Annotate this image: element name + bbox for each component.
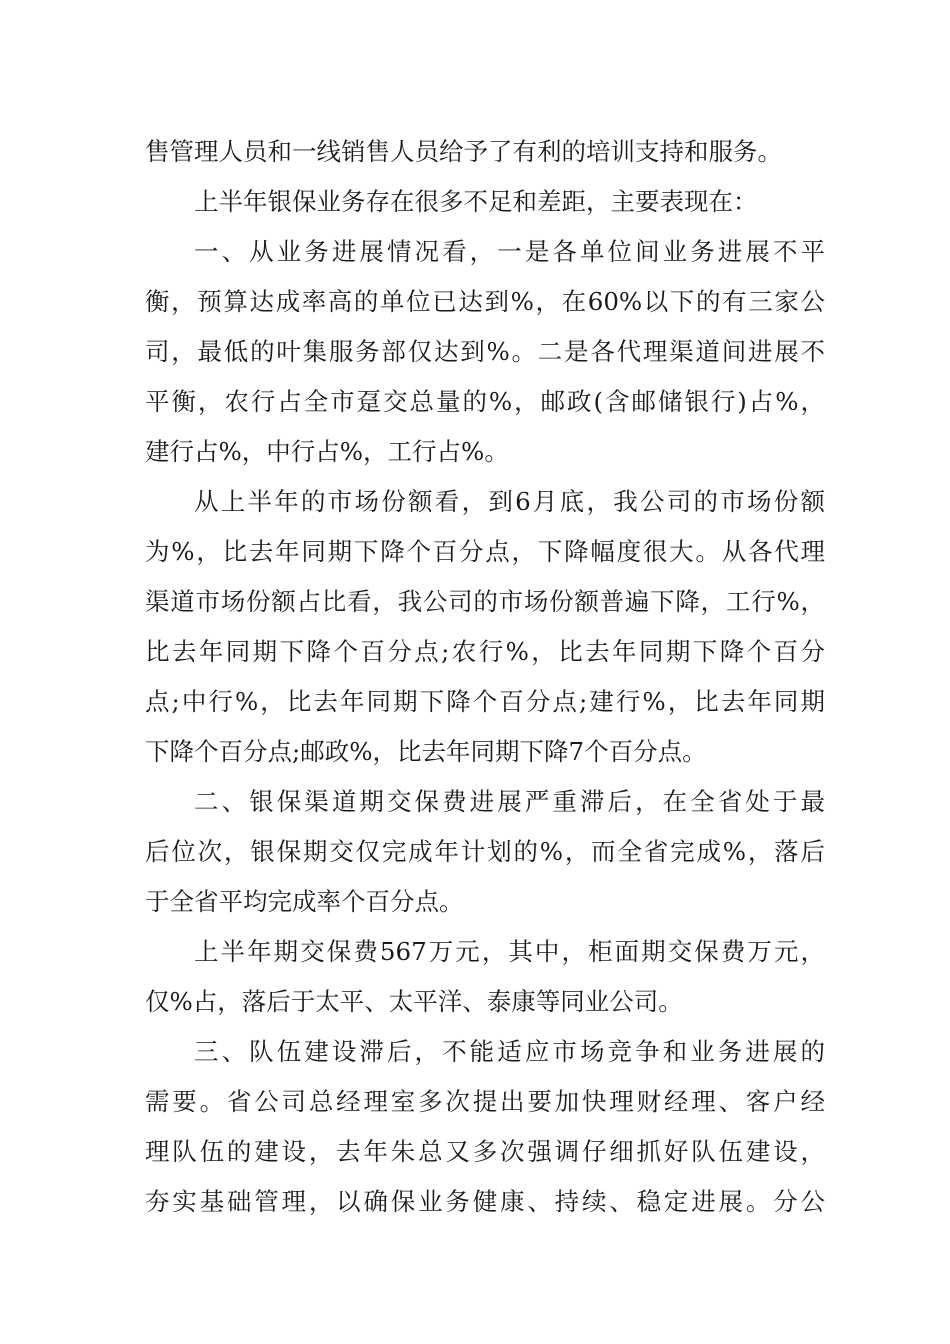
text-line: 比去年同期下降个百分点;农行%，比去年同期下降个百分 [145,637,825,666]
text-line: 理队伍的建设，去年朱总又多次强调仔细抓好队伍建设， [145,1137,825,1166]
text-line: 司，最低的叶集服务部仅达到%。二是各代理渠道间进展不 [145,337,825,366]
text-line: 渠道市场份额占比看，我公司的市场份额普遍下降，工行%， [145,587,825,616]
text-line: 为%，比去年同期下降个百分点，下降幅度很大。从各代理 [145,537,825,566]
text-line: 仅%占，落后于太平、太平洋、泰康等同业公司。 [145,987,683,1016]
text-line: 上半年期交保费567万元，其中，柜面期交保费万元， [194,937,825,966]
text-line: 售管理人员和一线销售人员给予了有利的培训支持和服务。 [145,137,782,166]
text-line: 需要。省公司总经理室多次提出要加快理财经理、客户经 [145,1087,825,1116]
text-line: 从上半年的市场份额看，到6月底，我公司的市场份额 [194,487,825,516]
text-line: 建行占%，中行占%，工行占%。 [145,437,509,466]
text-line: 后位次，银保期交仅完成年计划的%，而全省完成%，落后 [145,837,825,866]
text-line: 上半年银保业务存在很多不足和差距，主要表现在： [194,187,758,216]
text-line: 二、银保渠道期交保费进展严重滞后，在全省处于最 [194,787,825,816]
text-line: 衡，预算达成率高的单位已达到%，在60%以下的有三家公 [145,287,825,316]
text-line: 夯实基础管理，以确保业务健康、持续、稳定进展。分公 [145,1187,825,1216]
text-line: 下降个百分点;邮政%，比去年同期下降7个百分点。 [145,737,707,766]
text-line: 点;中行%，比去年同期下降个百分点;建行%，比去年同期 [145,687,825,716]
text-line: 平衡，农行占全市趸交总量的%，邮政(含邮储银行)占%， [145,387,825,416]
text-line: 一、从业务进展情况看，一是各单位间业务进展不平 [194,237,825,266]
text-line: 于全省平均完成率个百分点。 [145,887,464,916]
text-line: 三、队伍建设滞后，不能适应市场竞争和业务进展的 [194,1037,825,1066]
